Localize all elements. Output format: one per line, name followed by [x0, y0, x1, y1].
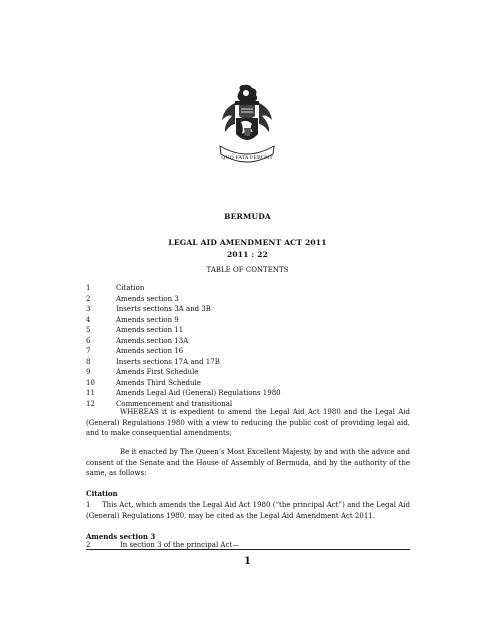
toc-item-number: 6: [86, 336, 91, 345]
toc-item: [86, 304, 416, 315]
toc-item-label: Inserts sections 3A and 3B: [116, 305, 211, 313]
toc-item-label: Amends section 9: [116, 315, 179, 324]
act-title: LEGAL AID AMENDMENT ACT 2011: [168, 238, 327, 247]
country-heading: BERMUDA: [224, 212, 271, 221]
toc-item: [86, 325, 416, 336]
toc-item-label: Amends section 13A: [116, 336, 189, 345]
toc-item-number: 1: [86, 284, 91, 292]
toc-item-number: 7: [86, 347, 91, 355]
toc-item-number: 12: [86, 399, 95, 408]
toc-item-number: 5: [86, 326, 91, 334]
toc-item: [86, 346, 416, 357]
toc-item: [86, 367, 416, 378]
toc-item-label: Amends First Schedule: [116, 368, 199, 376]
toc-item-number: 2: [86, 294, 91, 303]
toc-item-label: Amends Legal Aid (General) Regulations 1980: [116, 389, 281, 397]
toc-item-number: 3: [86, 305, 91, 313]
toc-item: [86, 283, 416, 294]
toc-item: [86, 315, 416, 326]
toc-item: [86, 378, 416, 389]
motto-text: QUO FATA FERUNT: [221, 155, 273, 161]
toc-item-label: Citation: [116, 284, 145, 292]
footer-divider: [86, 549, 410, 550]
toc-item-number: 4: [86, 315, 91, 324]
toc-item-label: Amends section 11: [116, 326, 184, 334]
toc-item-number: 8: [86, 357, 91, 366]
toc-item-label: Commencement and transitional: [116, 399, 233, 408]
toc-item: [86, 357, 416, 368]
section-number: 2: [86, 541, 91, 549]
whereas-paragraph: WHEREAS it is expedient to amend the Legal Aid Act 1980 and the Legal Aid (General) Regulations 1980 with a view to reducing the public cost of providing legal aid, and to make consequential amendments;: [86, 408, 410, 437]
toc-item-number: 9: [86, 368, 91, 376]
toc-title: TABLE OF CONTENTS: [206, 266, 289, 274]
toc-item: [86, 294, 416, 305]
amends-section-3-body: [86, 541, 239, 549]
toc-item-label: Inserts sections 17A and 17B: [116, 357, 220, 366]
act-number: 2011 : 22: [226, 250, 269, 259]
citation-text: This Act, which amends the Legal Aid Act 1980 (“the principal Act”) and the Legal Aid (General) Regulations 1980, may be cited as the Legal Aid Amendment Act 2011.: [86, 501, 410, 520]
amends-section-3-text: In section 3 of the principal Act—: [120, 541, 240, 549]
table-of-contents: [86, 283, 416, 409]
section-number: 1: [86, 501, 91, 509]
toc-item-label: Amends section 3: [116, 294, 179, 303]
amends-section-3-heading: Amends section 3: [86, 532, 156, 541]
page-number: 1: [244, 556, 251, 567]
toc-item: [86, 388, 416, 399]
enacting-paragraph: Be it enacted by The Queen’s Most Excellent Majesty, by and with the advice and consent of the Senate and the House of Assembly of Bermuda, and by the authority of the same, as follows:: [86, 448, 410, 477]
toc-item-label: Amends Third Schedule: [116, 378, 201, 387]
toc-item-number: 11: [86, 389, 95, 397]
toc-item-number: 10: [86, 378, 95, 387]
citation-section: [86, 500, 410, 521]
bermuda-coat-of-arms-icon: [218, 84, 276, 166]
toc-item: [86, 336, 416, 347]
citation-heading: Citation: [86, 489, 118, 498]
toc-item-label: Amends section 16: [116, 347, 184, 355]
